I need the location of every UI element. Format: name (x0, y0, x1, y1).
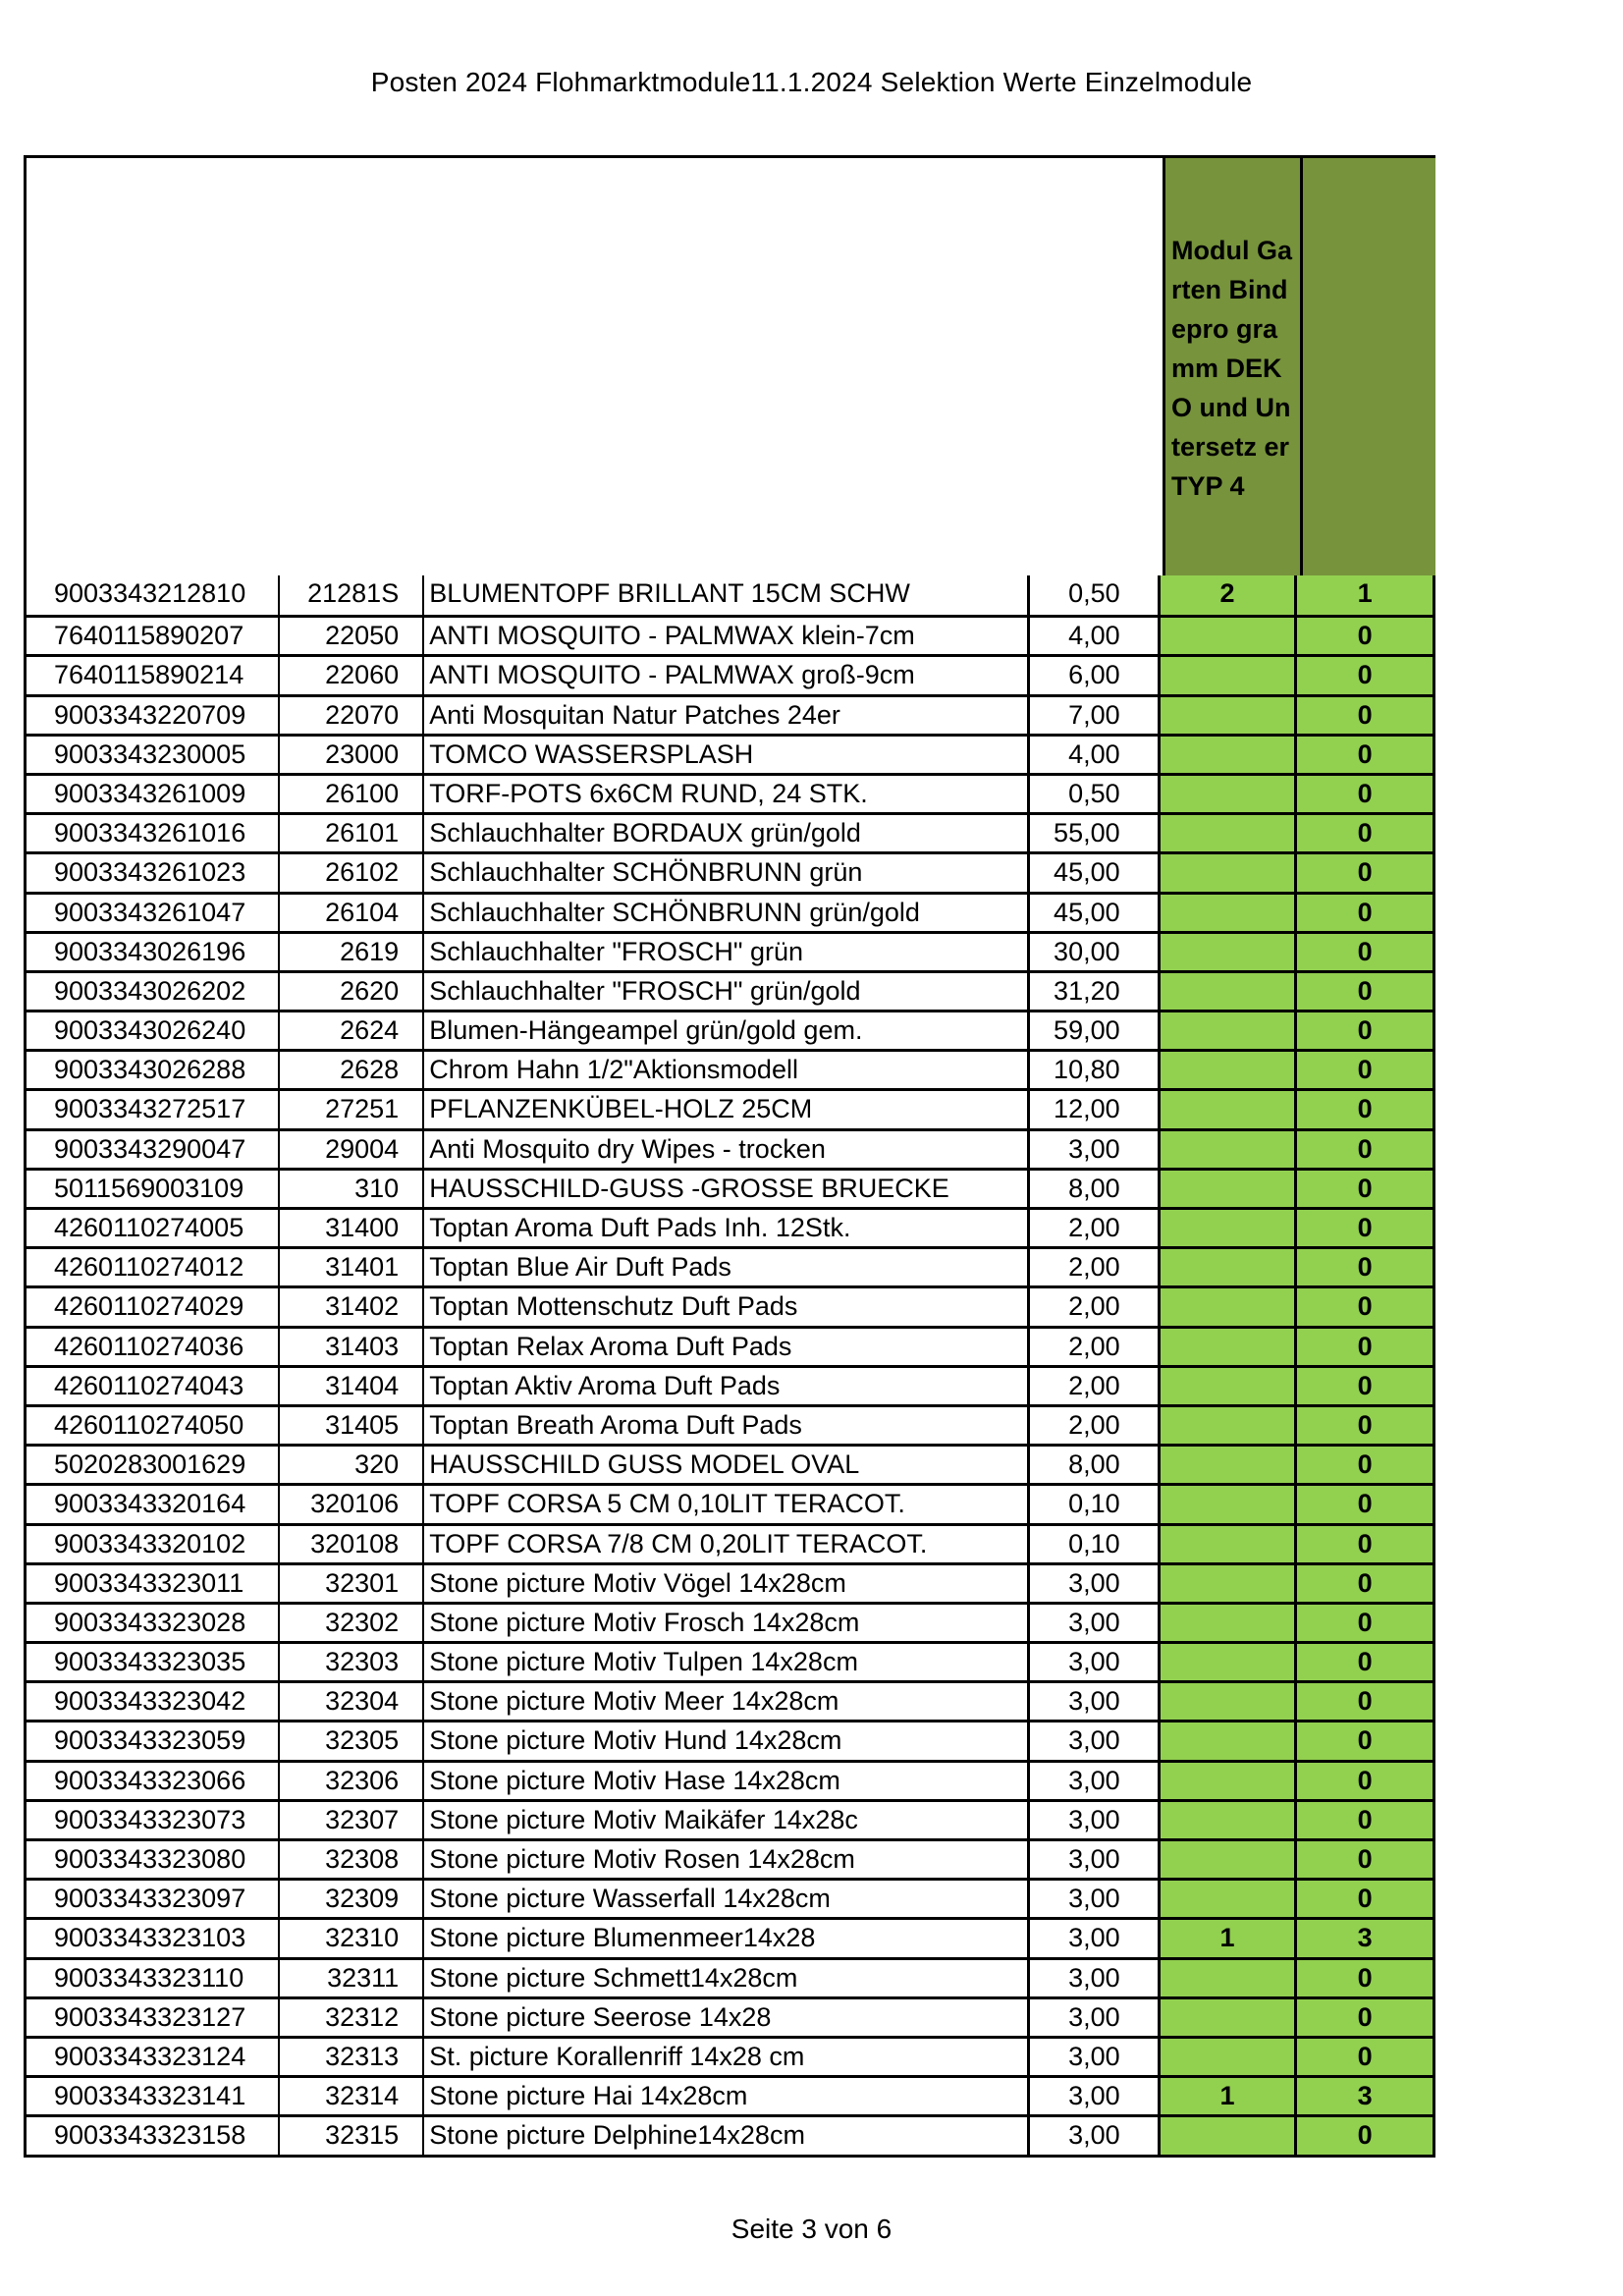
description-cell: Toptan Relax Aroma Duft Pads (424, 1329, 1030, 1365)
price-cell: 0,50 (1030, 776, 1161, 812)
article-number-cell: 31403 (280, 1329, 424, 1365)
price-cell: 3,00 (1030, 1644, 1161, 1680)
ean-cell: 7640115890207 (27, 618, 280, 654)
modul-cell (1161, 1565, 1298, 1602)
table-row (27, 970, 1433, 1010)
quantity-cell: 0 (1297, 2117, 1433, 2154)
table-row (27, 1996, 1433, 2036)
price-cell: 0,50 (1030, 575, 1161, 615)
modul-cell (1161, 2039, 1298, 2075)
ean-cell: 9003343026202 (27, 973, 280, 1010)
table-row (27, 931, 1433, 970)
modul-cell: 1 (1161, 2078, 1298, 2114)
ean-cell: 9003343323080 (27, 1841, 280, 1878)
quantity-cell: 0 (1297, 1171, 1433, 1207)
price-cell: 3,00 (1030, 1683, 1161, 1720)
modul-cell (1161, 1486, 1298, 1522)
description-cell: Stone picture Schmett14x28cm (424, 1960, 1030, 1996)
table-row (27, 1444, 1433, 1483)
price-cell: 10,80 (1030, 1052, 1161, 1088)
ean-cell: 9003343323059 (27, 1722, 280, 1759)
article-number-cell: 22060 (280, 657, 424, 693)
quantity-cell: 0 (1297, 934, 1433, 970)
article-number-cell: 2619 (280, 934, 424, 970)
description-cell: Toptan Blue Air Duft Pads (424, 1249, 1030, 1285)
modul-cell (1161, 1722, 1298, 1759)
description-cell: HAUSSCHILD-GUSS -GROSSE BRUECKE (424, 1171, 1030, 1207)
article-number-cell: 26104 (280, 895, 424, 931)
modul-cell (1161, 934, 1298, 970)
description-cell: TOPF CORSA 7/8 CM 0,20LIT TERACOT. (424, 1526, 1030, 1562)
modul-cell (1161, 1526, 1298, 1562)
quantity-cell: 3 (1297, 2078, 1433, 2114)
price-cell: 30,00 (1030, 934, 1161, 970)
quantity-cell: 0 (1297, 618, 1433, 654)
header-modul-label: Modul Garten Bindepro gramm DEKO und Untersetz er TYP 4 (1171, 236, 1292, 501)
quantity-cell: 0 (1297, 657, 1433, 693)
price-cell: 3,00 (1030, 1763, 1161, 1799)
page-footer: Seite 3 von 6 (730, 2214, 893, 2244)
table-row (27, 2075, 1433, 2114)
header-modul-cell (1163, 158, 1300, 575)
article-number-cell: 2624 (280, 1012, 424, 1049)
ean-cell: 9003343323073 (27, 1802, 280, 1838)
ean-cell: 9003343323042 (27, 1683, 280, 1720)
article-number-cell: 310 (280, 1171, 424, 1207)
quantity-cell: 0 (1297, 737, 1433, 773)
description-cell: St. picture Korallenriff 14x28 cm (424, 2039, 1030, 2075)
table-row (27, 1641, 1433, 1680)
price-cell: 0,10 (1030, 1526, 1161, 1562)
quantity-cell: 0 (1297, 1131, 1433, 1168)
modul-cell (1161, 1447, 1298, 1483)
ean-cell: 9003343320102 (27, 1526, 280, 1562)
article-number-cell: 22070 (280, 697, 424, 734)
table-header (27, 158, 1433, 575)
quantity-cell: 0 (1297, 1329, 1433, 1365)
quantity-cell: 0 (1297, 1288, 1433, 1325)
table-row (27, 1680, 1433, 1720)
description-cell: BLUMENTOPF BRILLANT 15CM SCHW (424, 575, 1030, 615)
description-cell: Schlauchhalter "FROSCH" grün/gold (424, 973, 1030, 1010)
price-cell: 3,00 (1030, 2078, 1161, 2114)
ean-cell: 9003343290047 (27, 1131, 280, 1168)
modul-cell (1161, 1605, 1298, 1641)
table-row (27, 615, 1433, 654)
modul-cell (1161, 1288, 1298, 1325)
quantity-cell: 0 (1297, 1012, 1433, 1049)
quantity-cell: 0 (1297, 697, 1433, 734)
price-cell: 3,00 (1030, 1802, 1161, 1838)
table-row (27, 1917, 1433, 1956)
description-cell: Anti Mosquito dry Wipes - trocken (424, 1131, 1030, 1168)
article-number-cell: 26100 (280, 776, 424, 812)
quantity-cell: 0 (1297, 1960, 1433, 1996)
modul-cell (1161, 1249, 1298, 1285)
quantity-cell: 0 (1297, 1368, 1433, 1404)
article-number-cell: 21281S (280, 575, 424, 615)
article-number-cell: 32307 (280, 1802, 424, 1838)
quantity-cell: 0 (1297, 1407, 1433, 1444)
article-number-cell: 27251 (280, 1091, 424, 1127)
description-cell: Schlauchhalter BORDAUX grün/gold (424, 815, 1030, 851)
description-cell: TORF-POTS 6x6CM RUND, 24 STK. (424, 776, 1030, 812)
table-row (27, 1010, 1433, 1049)
ean-cell: 9003343212810 (27, 575, 280, 615)
quantity-cell: 0 (1297, 1683, 1433, 1720)
article-number-cell: 32311 (280, 1960, 424, 1996)
modul-cell (1161, 1052, 1298, 1088)
table-row (27, 1720, 1433, 1759)
description-cell: Schlauchhalter SCHÖNBRUNN grün/gold (424, 895, 1030, 931)
description-cell: Stone picture Motiv Maikäfer 14x28c (424, 1802, 1030, 1838)
quantity-cell: 0 (1297, 1486, 1433, 1522)
ean-cell: 4260110274012 (27, 1249, 280, 1285)
quantity-cell: 0 (1297, 815, 1433, 851)
article-number-cell: 2628 (280, 1052, 424, 1088)
ean-cell: 9003343320164 (27, 1486, 280, 1522)
modul-cell (1161, 1329, 1298, 1365)
price-cell: 45,00 (1030, 854, 1161, 891)
article-number-cell: 320106 (280, 1486, 424, 1522)
description-cell: Schlauchhalter SCHÖNBRUNN grün (424, 854, 1030, 891)
article-number-cell: 31404 (280, 1368, 424, 1404)
ean-cell: 9003343323028 (27, 1605, 280, 1641)
page-title: Posten 2024 Flohmarktmodule11.1.2024 Selektion Werte Einzelmodule (370, 67, 1253, 97)
description-cell: Schlauchhalter "FROSCH" grün (424, 934, 1030, 970)
ean-cell: 9003343261023 (27, 854, 280, 891)
description-cell: Stone picture Motiv Meer 14x28cm (424, 1683, 1030, 1720)
ean-cell: 9003343230005 (27, 737, 280, 773)
quantity-cell: 0 (1297, 1210, 1433, 1246)
modul-cell (1161, 1091, 1298, 1127)
quantity-cell: 0 (1297, 1091, 1433, 1127)
modul-cell (1161, 1171, 1298, 1207)
header-quantity-cell (1300, 158, 1435, 575)
price-cell: 3,00 (1030, 1960, 1161, 1996)
modul-cell (1161, 1802, 1298, 1838)
quantity-cell: 0 (1297, 895, 1433, 931)
table-row (27, 575, 1433, 615)
price-cell: 3,00 (1030, 1881, 1161, 1917)
modul-cell (1161, 1407, 1298, 1444)
price-cell: 3,00 (1030, 1999, 1161, 2036)
table-row (27, 1838, 1433, 1878)
description-cell: Stone picture Motiv Tulpen 14x28cm (424, 1644, 1030, 1680)
description-cell: Stone picture Motiv Rosen 14x28cm (424, 1841, 1030, 1878)
price-cell: 4,00 (1030, 618, 1161, 654)
modul-cell (1161, 737, 1298, 773)
ean-cell: 9003343026196 (27, 934, 280, 970)
ean-cell: 9003343323035 (27, 1644, 280, 1680)
table-row (27, 1246, 1433, 1285)
table-row (27, 694, 1433, 734)
table-row (27, 734, 1433, 773)
price-cell: 31,20 (1030, 973, 1161, 1010)
quantity-cell: 0 (1297, 1881, 1433, 1917)
quantity-cell: 0 (1297, 1999, 1433, 2036)
quantity-cell: 0 (1297, 1447, 1433, 1483)
table-row (27, 1602, 1433, 1641)
modul-cell (1161, 776, 1298, 812)
table-body (27, 575, 1433, 2155)
description-cell: Toptan Mottenschutz Duft Pads (424, 1288, 1030, 1325)
modul-cell (1161, 1644, 1298, 1680)
table-row (27, 1326, 1433, 1365)
article-number-cell: 22050 (280, 618, 424, 654)
quantity-cell: 0 (1297, 1249, 1433, 1285)
table-row (27, 2036, 1433, 2075)
table-row (27, 1562, 1433, 1602)
article-number-cell: 32310 (280, 1920, 424, 1956)
modul-cell: 1 (1161, 1920, 1298, 1956)
modul-cell (1161, 1841, 1298, 1878)
description-cell: Chrom Hahn 1/2"Aktionsmodell (424, 1052, 1030, 1088)
description-cell: Stone picture Blumenmeer14x28 (424, 1920, 1030, 1956)
article-number-cell: 32303 (280, 1644, 424, 1680)
ean-cell: 5020283001629 (27, 1447, 280, 1483)
ean-cell: 4260110274029 (27, 1288, 280, 1325)
price-cell: 3,00 (1030, 1565, 1161, 1602)
price-cell: 2,00 (1030, 1329, 1161, 1365)
quantity-cell: 0 (1297, 1565, 1433, 1602)
price-cell: 55,00 (1030, 815, 1161, 851)
ean-cell: 9003343220709 (27, 697, 280, 734)
price-cell: 3,00 (1030, 1841, 1161, 1878)
ean-cell: 9003343323103 (27, 1920, 280, 1956)
article-number-cell: 320 (280, 1447, 424, 1483)
article-number-cell: 32302 (280, 1605, 424, 1641)
description-cell: Stone picture Seerose 14x28 (424, 1999, 1030, 2036)
modul-cell (1161, 2117, 1298, 2154)
quantity-cell: 0 (1297, 854, 1433, 891)
article-number-cell: 32312 (280, 1999, 424, 2036)
price-cell: 59,00 (1030, 1012, 1161, 1049)
description-cell: Stone picture Hai 14x28cm (424, 2078, 1030, 2114)
module-table (24, 155, 1435, 2158)
ean-cell: 4260110274050 (27, 1407, 280, 1444)
quantity-cell: 0 (1297, 973, 1433, 1010)
modul-cell (1161, 657, 1298, 693)
article-number-cell: 31402 (280, 1288, 424, 1325)
modul-cell (1161, 815, 1298, 851)
table-row (27, 1523, 1433, 1562)
quantity-cell: 0 (1297, 1052, 1433, 1088)
table-row (27, 812, 1433, 851)
ean-cell: 4260110274043 (27, 1368, 280, 1404)
article-number-cell: 32301 (280, 1565, 424, 1602)
ean-cell: 9003343272517 (27, 1091, 280, 1127)
description-cell: Stone picture Motiv Hase 14x28cm (424, 1763, 1030, 1799)
table-row (27, 1483, 1433, 1522)
article-number-cell: 32313 (280, 2039, 424, 2075)
ean-cell: 9003343323141 (27, 2078, 280, 2114)
quantity-cell: 0 (1297, 1841, 1433, 1878)
article-number-cell: 32308 (280, 1841, 424, 1878)
ean-cell: 5011569003109 (27, 1171, 280, 1207)
price-cell: 3,00 (1030, 1605, 1161, 1641)
modul-cell (1161, 973, 1298, 1010)
price-cell: 2,00 (1030, 1368, 1161, 1404)
ean-cell: 7640115890214 (27, 657, 280, 693)
price-cell: 7,00 (1030, 697, 1161, 734)
ean-cell: 9003343323066 (27, 1763, 280, 1799)
ean-cell: 9003343261009 (27, 776, 280, 812)
price-cell: 3,00 (1030, 2039, 1161, 2075)
quantity-cell: 0 (1297, 2039, 1433, 2075)
table-row (27, 1088, 1433, 1127)
ean-cell: 4260110274036 (27, 1329, 280, 1365)
modul-cell (1161, 895, 1298, 931)
modul-cell (1161, 1763, 1298, 1799)
table-row (27, 1128, 1433, 1168)
description-cell: TOMCO WASSERSPLASH (424, 737, 1030, 773)
table-row (27, 1404, 1433, 1444)
description-cell: Toptan Breath Aroma Duft Pads (424, 1407, 1030, 1444)
table-row (27, 1049, 1433, 1088)
table-row (27, 1957, 1433, 1996)
ean-cell: 9003343323124 (27, 2039, 280, 2075)
table-row (27, 892, 1433, 931)
description-cell: Toptan Aroma Duft Pads Inh. 12Stk. (424, 1210, 1030, 1246)
article-number-cell: 23000 (280, 737, 424, 773)
table-row (27, 1168, 1433, 1207)
table-row (27, 1285, 1433, 1325)
table-row (27, 2114, 1433, 2154)
article-number-cell: 320108 (280, 1526, 424, 1562)
quantity-cell: 1 (1297, 575, 1433, 615)
quantity-cell: 0 (1297, 1644, 1433, 1680)
price-cell: 3,00 (1030, 2117, 1161, 2154)
article-number-cell: 31400 (280, 1210, 424, 1246)
article-number-cell: 32314 (280, 2078, 424, 2114)
modul-cell (1161, 1999, 1298, 2036)
price-cell: 8,00 (1030, 1447, 1161, 1483)
quantity-cell: 3 (1297, 1920, 1433, 1956)
ean-cell: 9003343323110 (27, 1960, 280, 1996)
quantity-cell: 0 (1297, 776, 1433, 812)
table-row (27, 1878, 1433, 1917)
price-cell: 12,00 (1030, 1091, 1161, 1127)
article-number-cell: 32306 (280, 1763, 424, 1799)
article-number-cell: 31405 (280, 1407, 424, 1444)
price-cell: 0,10 (1030, 1486, 1161, 1522)
ean-cell: 9003343261047 (27, 895, 280, 931)
article-number-cell: 32309 (280, 1881, 424, 1917)
price-cell: 3,00 (1030, 1920, 1161, 1956)
price-cell: 3,00 (1030, 1722, 1161, 1759)
ean-cell: 9003343261016 (27, 815, 280, 851)
modul-cell (1161, 618, 1298, 654)
ean-cell: 9003343026288 (27, 1052, 280, 1088)
description-cell: Stone picture Delphine14x28cm (424, 2117, 1030, 2154)
ean-cell: 9003343323011 (27, 1565, 280, 1602)
quantity-cell: 0 (1297, 1763, 1433, 1799)
ean-cell: 9003343323158 (27, 2117, 280, 2154)
modul-cell: 2 (1161, 575, 1298, 615)
table-row (27, 851, 1433, 891)
description-cell: Stone picture Motiv Frosch 14x28cm (424, 1605, 1030, 1641)
description-cell: Stone picture Motiv Vögel 14x28cm (424, 1565, 1030, 1602)
price-cell: 2,00 (1030, 1249, 1161, 1285)
table-row (27, 1365, 1433, 1404)
article-number-cell: 26101 (280, 815, 424, 851)
table-row (27, 1760, 1433, 1799)
quantity-cell: 0 (1297, 1526, 1433, 1562)
article-number-cell: 29004 (280, 1131, 424, 1168)
modul-cell (1161, 854, 1298, 891)
modul-cell (1161, 1012, 1298, 1049)
description-cell: ANTI MOSQUITO - PALMWAX groß-9cm (424, 657, 1030, 693)
price-cell: 3,00 (1030, 1131, 1161, 1168)
modul-cell (1161, 1960, 1298, 1996)
modul-cell (1161, 1210, 1298, 1246)
modul-cell (1161, 1368, 1298, 1404)
ean-cell: 9003343323127 (27, 1999, 280, 2036)
article-number-cell: 31401 (280, 1249, 424, 1285)
ean-cell: 4260110274005 (27, 1210, 280, 1246)
article-number-cell: 26102 (280, 854, 424, 891)
article-number-cell: 32315 (280, 2117, 424, 2154)
description-cell: Stone picture Motiv Hund 14x28cm (424, 1722, 1030, 1759)
description-cell: HAUSSCHILD GUSS MODEL OVAL (424, 1447, 1030, 1483)
quantity-cell: 0 (1297, 1605, 1433, 1641)
modul-cell (1161, 1683, 1298, 1720)
price-cell: 2,00 (1030, 1288, 1161, 1325)
article-number-cell: 32304 (280, 1683, 424, 1720)
article-number-cell: 2620 (280, 973, 424, 1010)
modul-cell (1161, 697, 1298, 734)
description-cell: Blumen-Hängeampel grün/gold gem. (424, 1012, 1030, 1049)
quantity-cell: 0 (1297, 1802, 1433, 1838)
price-cell: 4,00 (1030, 737, 1161, 773)
price-cell: 8,00 (1030, 1171, 1161, 1207)
table-row (27, 1207, 1433, 1246)
description-cell: Toptan Aktiv Aroma Duft Pads (424, 1368, 1030, 1404)
table-row (27, 654, 1433, 693)
table-row (27, 773, 1433, 812)
price-cell: 6,00 (1030, 657, 1161, 693)
modul-cell (1161, 1881, 1298, 1917)
description-cell: TOPF CORSA 5 CM 0,10LIT TERACOT. (424, 1486, 1030, 1522)
article-number-cell: 32305 (280, 1722, 424, 1759)
table-row (27, 1799, 1433, 1838)
quantity-cell: 0 (1297, 1722, 1433, 1759)
price-cell: 2,00 (1030, 1210, 1161, 1246)
ean-cell: 9003343323097 (27, 1881, 280, 1917)
price-cell: 45,00 (1030, 895, 1161, 931)
modul-cell (1161, 1131, 1298, 1168)
ean-cell: 9003343026240 (27, 1012, 280, 1049)
description-cell: Stone picture Wasserfall 14x28cm (424, 1881, 1030, 1917)
price-cell: 2,00 (1030, 1407, 1161, 1444)
description-cell: ANTI MOSQUITO - PALMWAX klein-7cm (424, 618, 1030, 654)
description-cell: PFLANZENKÜBEL-HOLZ 25CM (424, 1091, 1030, 1127)
description-cell: Anti Mosquitan Natur Patches 24er (424, 697, 1030, 734)
